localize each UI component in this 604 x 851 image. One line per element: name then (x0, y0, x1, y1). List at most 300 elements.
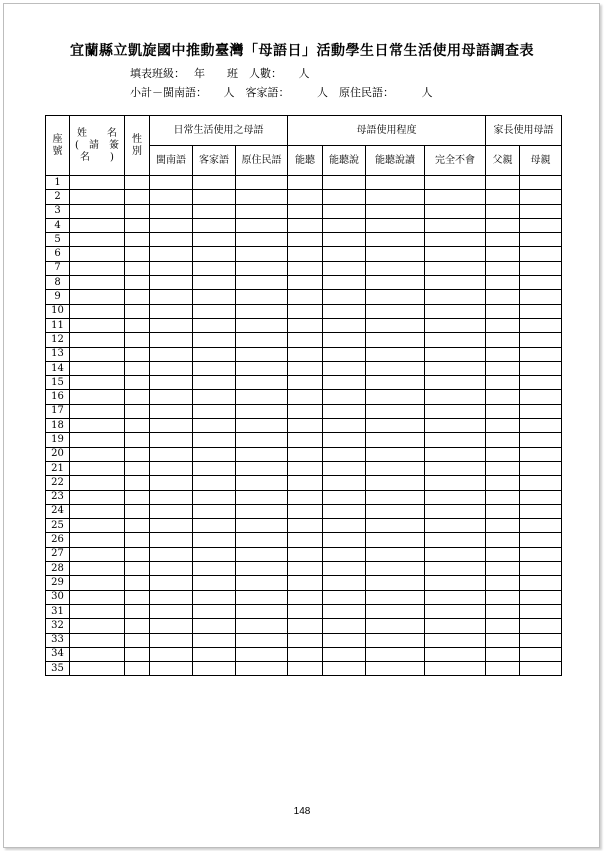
blank-cell[interactable] (366, 490, 425, 504)
blank-cell[interactable] (323, 247, 366, 261)
blank-cell[interactable] (323, 290, 366, 304)
blank-cell[interactable] (288, 361, 323, 375)
blank-cell[interactable] (323, 390, 366, 404)
blank-cell[interactable] (425, 218, 486, 232)
blank-cell[interactable] (425, 276, 486, 290)
blank-cell[interactable] (366, 261, 425, 275)
blank-cell[interactable] (366, 290, 425, 304)
blank-cell[interactable] (366, 190, 425, 204)
blank-cell[interactable] (486, 290, 520, 304)
blank-cell[interactable] (125, 276, 150, 290)
blank-cell[interactable] (486, 261, 520, 275)
blank-cell[interactable] (125, 333, 150, 347)
blank-cell[interactable] (323, 490, 366, 504)
blank-cell[interactable] (288, 519, 323, 533)
blank-cell[interactable] (125, 318, 150, 332)
blank-cell[interactable] (70, 390, 125, 404)
blank-cell[interactable] (150, 261, 193, 275)
blank-cell[interactable] (288, 562, 323, 576)
blank-cell[interactable] (150, 390, 193, 404)
blank-cell[interactable] (288, 333, 323, 347)
blank-cell[interactable] (150, 376, 193, 390)
blank-cell[interactable] (520, 318, 562, 332)
blank-cell[interactable] (125, 290, 150, 304)
blank-cell[interactable] (323, 590, 366, 604)
blank-cell[interactable] (425, 662, 486, 676)
blank-cell[interactable] (193, 576, 236, 590)
blank-cell[interactable] (288, 533, 323, 547)
blank-cell[interactable] (323, 533, 366, 547)
blank-cell[interactable] (366, 576, 425, 590)
blank-cell[interactable] (366, 247, 425, 261)
blank-cell[interactable] (520, 176, 562, 190)
blank-cell[interactable] (193, 604, 236, 618)
blank-cell[interactable] (193, 447, 236, 461)
blank-cell[interactable] (125, 519, 150, 533)
blank-cell[interactable] (193, 204, 236, 218)
blank-cell[interactable] (366, 547, 425, 561)
blank-cell[interactable] (236, 218, 288, 232)
blank-cell[interactable] (486, 461, 520, 475)
blank-cell[interactable] (520, 218, 562, 232)
blank-cell[interactable] (486, 333, 520, 347)
blank-cell[interactable] (425, 633, 486, 647)
blank-cell[interactable] (486, 318, 520, 332)
blank-cell[interactable] (70, 347, 125, 361)
blank-cell[interactable] (236, 276, 288, 290)
blank-cell[interactable] (425, 547, 486, 561)
blank-cell[interactable] (366, 590, 425, 604)
blank-cell[interactable] (366, 333, 425, 347)
blank-cell[interactable] (236, 390, 288, 404)
blank-cell[interactable] (486, 190, 520, 204)
blank-cell[interactable] (236, 176, 288, 190)
blank-cell[interactable] (323, 476, 366, 490)
blank-cell[interactable] (486, 619, 520, 633)
blank-cell[interactable] (425, 404, 486, 418)
blank-cell[interactable] (323, 276, 366, 290)
blank-cell[interactable] (520, 190, 562, 204)
blank-cell[interactable] (70, 519, 125, 533)
blank-cell[interactable] (125, 361, 150, 375)
blank-cell[interactable] (486, 419, 520, 433)
blank-cell[interactable] (125, 347, 150, 361)
blank-cell[interactable] (288, 447, 323, 461)
blank-cell[interactable] (288, 233, 323, 247)
blank-cell[interactable] (366, 619, 425, 633)
blank-cell[interactable] (486, 490, 520, 504)
blank-cell[interactable] (520, 476, 562, 490)
blank-cell[interactable] (236, 347, 288, 361)
blank-cell[interactable] (366, 233, 425, 247)
blank-cell[interactable] (366, 633, 425, 647)
blank-cell[interactable] (288, 247, 323, 261)
blank-cell[interactable] (323, 404, 366, 418)
blank-cell[interactable] (150, 590, 193, 604)
blank-cell[interactable] (150, 218, 193, 232)
blank-cell[interactable] (70, 447, 125, 461)
blank-cell[interactable] (150, 176, 193, 190)
blank-cell[interactable] (236, 261, 288, 275)
blank-cell[interactable] (425, 233, 486, 247)
blank-cell[interactable] (323, 647, 366, 661)
blank-cell[interactable] (236, 247, 288, 261)
blank-cell[interactable] (193, 662, 236, 676)
blank-cell[interactable] (520, 433, 562, 447)
blank-cell[interactable] (425, 604, 486, 618)
blank-cell[interactable] (236, 233, 288, 247)
blank-cell[interactable] (520, 490, 562, 504)
blank-cell[interactable] (193, 247, 236, 261)
blank-cell[interactable] (425, 461, 486, 475)
blank-cell[interactable] (70, 318, 125, 332)
blank-cell[interactable] (125, 504, 150, 518)
blank-cell[interactable] (520, 647, 562, 661)
blank-cell[interactable] (70, 562, 125, 576)
blank-cell[interactable] (425, 490, 486, 504)
blank-cell[interactable] (236, 318, 288, 332)
blank-cell[interactable] (425, 647, 486, 661)
blank-cell[interactable] (288, 662, 323, 676)
blank-cell[interactable] (486, 476, 520, 490)
blank-cell[interactable] (150, 318, 193, 332)
blank-cell[interactable] (125, 619, 150, 633)
blank-cell[interactable] (288, 190, 323, 204)
blank-cell[interactable] (193, 433, 236, 447)
blank-cell[interactable] (193, 276, 236, 290)
blank-cell[interactable] (425, 318, 486, 332)
blank-cell[interactable] (150, 304, 193, 318)
blank-cell[interactable] (193, 304, 236, 318)
blank-cell[interactable] (425, 261, 486, 275)
blank-cell[interactable] (236, 662, 288, 676)
blank-cell[interactable] (125, 604, 150, 618)
blank-cell[interactable] (520, 633, 562, 647)
blank-cell[interactable] (323, 376, 366, 390)
blank-cell[interactable] (486, 361, 520, 375)
blank-cell[interactable] (366, 361, 425, 375)
blank-cell[interactable] (486, 347, 520, 361)
blank-cell[interactable] (193, 476, 236, 490)
blank-cell[interactable] (125, 576, 150, 590)
blank-cell[interactable] (193, 533, 236, 547)
blank-cell[interactable] (236, 576, 288, 590)
blank-cell[interactable] (193, 504, 236, 518)
blank-cell[interactable] (486, 547, 520, 561)
blank-cell[interactable] (425, 590, 486, 604)
blank-cell[interactable] (150, 533, 193, 547)
blank-cell[interactable] (125, 461, 150, 475)
blank-cell[interactable] (520, 590, 562, 604)
blank-cell[interactable] (366, 447, 425, 461)
blank-cell[interactable] (520, 290, 562, 304)
blank-cell[interactable] (323, 261, 366, 275)
blank-cell[interactable] (486, 176, 520, 190)
blank-cell[interactable] (236, 476, 288, 490)
blank-cell[interactable] (150, 433, 193, 447)
blank-cell[interactable] (125, 433, 150, 447)
blank-cell[interactable] (236, 376, 288, 390)
blank-cell[interactable] (288, 604, 323, 618)
blank-cell[interactable] (236, 461, 288, 475)
blank-cell[interactable] (425, 419, 486, 433)
blank-cell[interactable] (366, 404, 425, 418)
blank-cell[interactable] (70, 547, 125, 561)
blank-cell[interactable] (193, 461, 236, 475)
blank-cell[interactable] (150, 562, 193, 576)
blank-cell[interactable] (486, 504, 520, 518)
blank-cell[interactable] (288, 419, 323, 433)
blank-cell[interactable] (366, 390, 425, 404)
blank-cell[interactable] (236, 547, 288, 561)
blank-cell[interactable] (70, 590, 125, 604)
blank-cell[interactable] (366, 476, 425, 490)
blank-cell[interactable] (425, 304, 486, 318)
blank-cell[interactable] (486, 390, 520, 404)
blank-cell[interactable] (323, 176, 366, 190)
blank-cell[interactable] (323, 547, 366, 561)
blank-cell[interactable] (288, 619, 323, 633)
blank-cell[interactable] (288, 633, 323, 647)
blank-cell[interactable] (70, 490, 125, 504)
blank-cell[interactable] (520, 562, 562, 576)
blank-cell[interactable] (425, 361, 486, 375)
blank-cell[interactable] (150, 447, 193, 461)
blank-cell[interactable] (193, 347, 236, 361)
blank-cell[interactable] (236, 490, 288, 504)
blank-cell[interactable] (366, 562, 425, 576)
blank-cell[interactable] (486, 433, 520, 447)
blank-cell[interactable] (366, 604, 425, 618)
blank-cell[interactable] (150, 476, 193, 490)
blank-cell[interactable] (70, 504, 125, 518)
blank-cell[interactable] (193, 633, 236, 647)
blank-cell[interactable] (150, 290, 193, 304)
blank-cell[interactable] (70, 619, 125, 633)
blank-cell[interactable] (288, 290, 323, 304)
blank-cell[interactable] (236, 633, 288, 647)
blank-cell[interactable] (486, 376, 520, 390)
blank-cell[interactable] (323, 233, 366, 247)
blank-cell[interactable] (125, 204, 150, 218)
blank-cell[interactable] (70, 261, 125, 275)
blank-cell[interactable] (520, 662, 562, 676)
blank-cell[interactable] (288, 204, 323, 218)
blank-cell[interactable] (125, 176, 150, 190)
blank-cell[interactable] (150, 519, 193, 533)
blank-cell[interactable] (70, 633, 125, 647)
blank-cell[interactable] (150, 190, 193, 204)
blank-cell[interactable] (125, 419, 150, 433)
blank-cell[interactable] (486, 562, 520, 576)
blank-cell[interactable] (323, 576, 366, 590)
blank-cell[interactable] (236, 304, 288, 318)
blank-cell[interactable] (236, 590, 288, 604)
blank-cell[interactable] (520, 619, 562, 633)
blank-cell[interactable] (288, 504, 323, 518)
blank-cell[interactable] (70, 476, 125, 490)
blank-cell[interactable] (288, 576, 323, 590)
blank-cell[interactable] (125, 590, 150, 604)
blank-cell[interactable] (288, 318, 323, 332)
blank-cell[interactable] (70, 604, 125, 618)
blank-cell[interactable] (150, 490, 193, 504)
blank-cell[interactable] (236, 447, 288, 461)
blank-cell[interactable] (323, 218, 366, 232)
blank-cell[interactable] (125, 633, 150, 647)
blank-cell[interactable] (425, 619, 486, 633)
blank-cell[interactable] (236, 333, 288, 347)
blank-cell[interactable] (425, 504, 486, 518)
blank-cell[interactable] (366, 533, 425, 547)
blank-cell[interactable] (323, 304, 366, 318)
blank-cell[interactable] (520, 376, 562, 390)
blank-cell[interactable] (288, 404, 323, 418)
blank-cell[interactable] (366, 504, 425, 518)
blank-cell[interactable] (288, 461, 323, 475)
blank-cell[interactable] (70, 361, 125, 375)
blank-cell[interactable] (366, 376, 425, 390)
blank-cell[interactable] (193, 619, 236, 633)
blank-cell[interactable] (425, 376, 486, 390)
blank-cell[interactable] (288, 476, 323, 490)
blank-cell[interactable] (193, 490, 236, 504)
blank-cell[interactable] (323, 562, 366, 576)
blank-cell[interactable] (150, 276, 193, 290)
blank-cell[interactable] (70, 576, 125, 590)
blank-cell[interactable] (520, 419, 562, 433)
blank-cell[interactable] (150, 662, 193, 676)
blank-cell[interactable] (70, 204, 125, 218)
blank-cell[interactable] (193, 519, 236, 533)
blank-cell[interactable] (323, 419, 366, 433)
blank-cell[interactable] (193, 390, 236, 404)
blank-cell[interactable] (150, 647, 193, 661)
blank-cell[interactable] (150, 233, 193, 247)
blank-cell[interactable] (70, 218, 125, 232)
blank-cell[interactable] (486, 662, 520, 676)
blank-cell[interactable] (486, 304, 520, 318)
blank-cell[interactable] (486, 604, 520, 618)
blank-cell[interactable] (425, 433, 486, 447)
blank-cell[interactable] (125, 390, 150, 404)
blank-cell[interactable] (520, 604, 562, 618)
blank-cell[interactable] (150, 576, 193, 590)
blank-cell[interactable] (520, 390, 562, 404)
blank-cell[interactable] (486, 447, 520, 461)
blank-cell[interactable] (193, 404, 236, 418)
blank-cell[interactable] (288, 176, 323, 190)
blank-cell[interactable] (236, 290, 288, 304)
blank-cell[interactable] (323, 604, 366, 618)
blank-cell[interactable] (236, 504, 288, 518)
blank-cell[interactable] (366, 461, 425, 475)
blank-cell[interactable] (323, 433, 366, 447)
blank-cell[interactable] (236, 647, 288, 661)
blank-cell[interactable] (70, 662, 125, 676)
blank-cell[interactable] (520, 533, 562, 547)
blank-cell[interactable] (236, 619, 288, 633)
blank-cell[interactable] (288, 347, 323, 361)
blank-cell[interactable] (125, 233, 150, 247)
blank-cell[interactable] (236, 361, 288, 375)
blank-cell[interactable] (486, 204, 520, 218)
blank-cell[interactable] (366, 176, 425, 190)
blank-cell[interactable] (193, 233, 236, 247)
blank-cell[interactable] (323, 633, 366, 647)
blank-cell[interactable] (193, 562, 236, 576)
blank-cell[interactable] (425, 290, 486, 304)
blank-cell[interactable] (486, 233, 520, 247)
blank-cell[interactable] (236, 433, 288, 447)
blank-cell[interactable] (288, 433, 323, 447)
blank-cell[interactable] (366, 419, 425, 433)
blank-cell[interactable] (150, 404, 193, 418)
blank-cell[interactable] (366, 218, 425, 232)
blank-cell[interactable] (125, 190, 150, 204)
blank-cell[interactable] (425, 204, 486, 218)
blank-cell[interactable] (366, 204, 425, 218)
blank-cell[interactable] (193, 419, 236, 433)
blank-cell[interactable] (125, 247, 150, 261)
blank-cell[interactable] (236, 562, 288, 576)
blank-cell[interactable] (193, 361, 236, 375)
blank-cell[interactable] (288, 261, 323, 275)
blank-cell[interactable] (366, 347, 425, 361)
blank-cell[interactable] (425, 447, 486, 461)
blank-cell[interactable] (125, 476, 150, 490)
blank-cell[interactable] (70, 176, 125, 190)
blank-cell[interactable] (193, 290, 236, 304)
blank-cell[interactable] (520, 361, 562, 375)
blank-cell[interactable] (125, 547, 150, 561)
blank-cell[interactable] (323, 504, 366, 518)
blank-cell[interactable] (366, 304, 425, 318)
blank-cell[interactable] (366, 647, 425, 661)
blank-cell[interactable] (288, 390, 323, 404)
blank-cell[interactable] (323, 361, 366, 375)
blank-cell[interactable] (70, 419, 125, 433)
blank-cell[interactable] (193, 547, 236, 561)
blank-cell[interactable] (125, 533, 150, 547)
blank-cell[interactable] (520, 504, 562, 518)
blank-cell[interactable] (486, 519, 520, 533)
blank-cell[interactable] (520, 204, 562, 218)
blank-cell[interactable] (288, 547, 323, 561)
blank-cell[interactable] (520, 576, 562, 590)
blank-cell[interactable] (125, 447, 150, 461)
blank-cell[interactable] (425, 519, 486, 533)
blank-cell[interactable] (366, 519, 425, 533)
blank-cell[interactable] (193, 318, 236, 332)
blank-cell[interactable] (520, 304, 562, 318)
blank-cell[interactable] (70, 533, 125, 547)
blank-cell[interactable] (323, 204, 366, 218)
blank-cell[interactable] (425, 533, 486, 547)
blank-cell[interactable] (236, 204, 288, 218)
blank-cell[interactable] (288, 276, 323, 290)
blank-cell[interactable] (193, 261, 236, 275)
blank-cell[interactable] (520, 404, 562, 418)
blank-cell[interactable] (236, 419, 288, 433)
blank-cell[interactable] (236, 533, 288, 547)
blank-cell[interactable] (193, 218, 236, 232)
blank-cell[interactable] (125, 490, 150, 504)
blank-cell[interactable] (70, 233, 125, 247)
blank-cell[interactable] (486, 404, 520, 418)
blank-cell[interactable] (150, 547, 193, 561)
blank-cell[interactable] (150, 633, 193, 647)
